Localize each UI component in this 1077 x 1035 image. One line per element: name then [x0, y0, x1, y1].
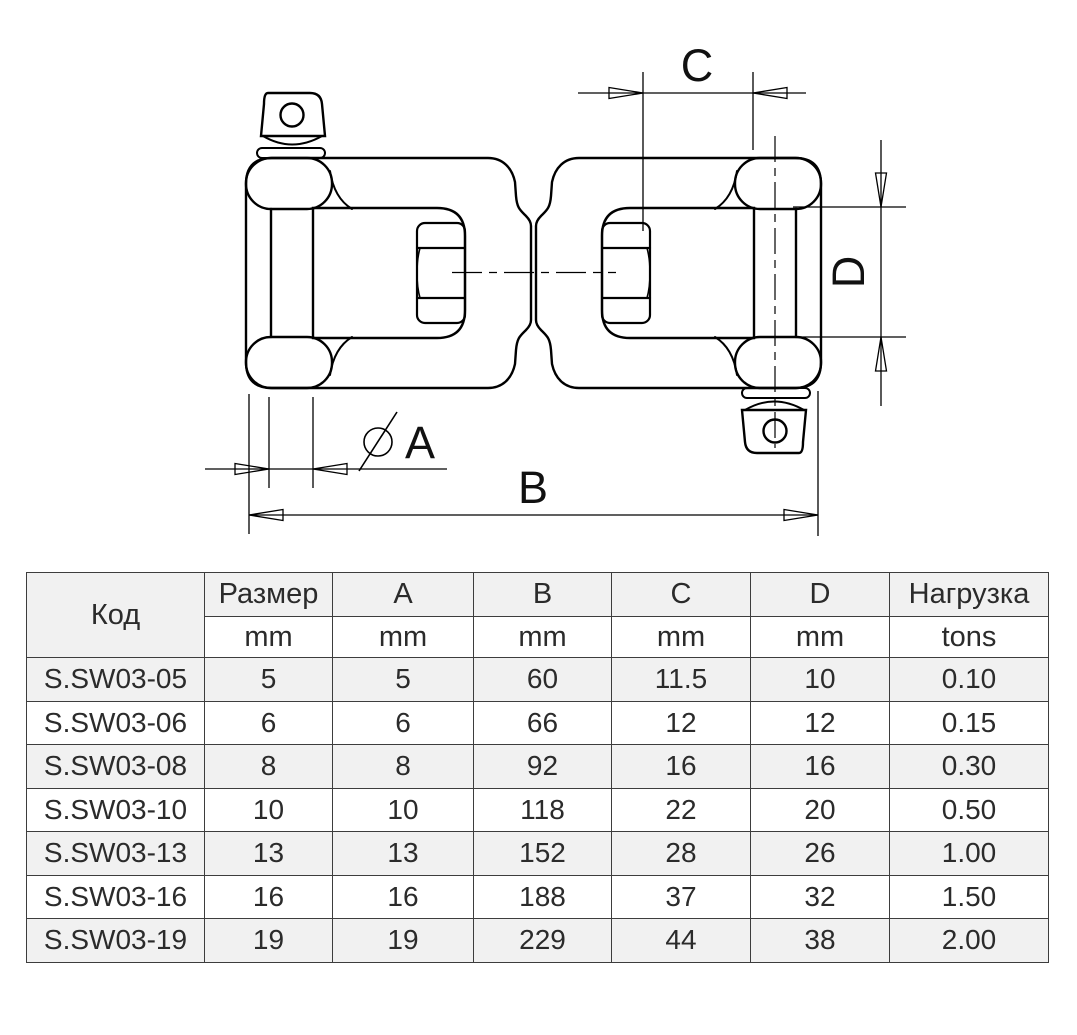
table-cell: S.SW03-05: [27, 658, 205, 702]
table-cell: 10: [205, 788, 333, 832]
col-header-c: C: [612, 573, 751, 617]
col-header-size: Размер: [205, 573, 333, 617]
dim-d-label: D: [823, 255, 874, 289]
col-header-b: B: [474, 573, 612, 617]
table-cell: 8: [333, 745, 474, 789]
table-cell: 0.10: [890, 658, 1049, 702]
table-cell: 19: [205, 919, 333, 963]
col-header-load: Нагрузка: [890, 573, 1049, 617]
table-cell: 66: [474, 701, 612, 745]
spec-table: [26, 572, 1049, 963]
table-body: [27, 658, 1049, 963]
col-unit-size: mm: [205, 617, 333, 658]
table-cell: 60: [474, 658, 612, 702]
table-cell: 0.15: [890, 701, 1049, 745]
spec-table-header: [27, 573, 1049, 658]
left-eye-pin-head: [257, 93, 325, 158]
table-cell: 10: [751, 658, 890, 702]
col-unit-d: mm: [751, 617, 890, 658]
dim-c-label: C: [680, 40, 714, 91]
table-cell: S.SW03-10: [27, 788, 205, 832]
table-row: [27, 658, 1049, 702]
table-cell: 6: [205, 701, 333, 745]
table-cell: S.SW03-13: [27, 832, 205, 876]
table-row: [27, 832, 1049, 876]
table-row: [27, 919, 1049, 963]
table-cell: 0.30: [890, 745, 1049, 789]
table-row: [27, 788, 1049, 832]
col-unit-a: mm: [333, 617, 474, 658]
table-cell: 5: [333, 658, 474, 702]
table-cell: 12: [612, 701, 751, 745]
table-cell: 12: [751, 701, 890, 745]
table-cell: 152: [474, 832, 612, 876]
table-row: [27, 875, 1049, 919]
col-unit-c: mm: [612, 617, 751, 658]
table-row: [27, 701, 1049, 745]
table-cell: 22: [612, 788, 751, 832]
table-cell: 8: [205, 745, 333, 789]
col-unit-load: tons: [890, 617, 1049, 658]
table-cell: 13: [205, 832, 333, 876]
table-cell: 16: [612, 745, 751, 789]
dim-a-label: A: [404, 417, 436, 468]
col-unit-b: mm: [474, 617, 612, 658]
table-cell: S.SW03-06: [27, 701, 205, 745]
table-cell: 10: [333, 788, 474, 832]
table-cell: 5: [205, 658, 333, 702]
table-cell: 11.5: [612, 658, 751, 702]
table-cell: 38: [751, 919, 890, 963]
table-cell: 16: [333, 875, 474, 919]
table-cell: 37: [612, 875, 751, 919]
table-cell: 16: [751, 745, 890, 789]
table-cell: 6: [333, 701, 474, 745]
table-cell: 19: [333, 919, 474, 963]
table-cell: 20: [751, 788, 890, 832]
table-cell: 28: [612, 832, 751, 876]
table-cell: 1.00: [890, 832, 1049, 876]
dim-b-label: B: [517, 462, 549, 513]
table-cell: 92: [474, 745, 612, 789]
col-header-code: Код: [27, 573, 205, 658]
table-cell: 32: [751, 875, 890, 919]
table-cell: S.SW03-19: [27, 919, 205, 963]
table-cell: 26: [751, 832, 890, 876]
right-eye-pin-head: [742, 388, 810, 453]
table-cell: 118: [474, 788, 612, 832]
table-cell: 188: [474, 875, 612, 919]
table-row: [27, 745, 1049, 789]
table-cell: 229: [474, 919, 612, 963]
table-cell: 1.50: [890, 875, 1049, 919]
centerlines: [452, 136, 775, 448]
left-clevis-body: [246, 158, 531, 388]
col-header-d: D: [751, 573, 890, 617]
table-cell: 0.50: [890, 788, 1049, 832]
table-cell: 44: [612, 919, 751, 963]
left-eye-hole: [281, 104, 304, 127]
table-cell: 2.00: [890, 919, 1049, 963]
col-header-a: A: [333, 573, 474, 617]
table-cell: S.SW03-08: [27, 745, 205, 789]
table-cell: 16: [205, 875, 333, 919]
table-cell: S.SW03-16: [27, 875, 205, 919]
diameter-symbol: [359, 412, 397, 471]
table-cell: 13: [333, 832, 474, 876]
